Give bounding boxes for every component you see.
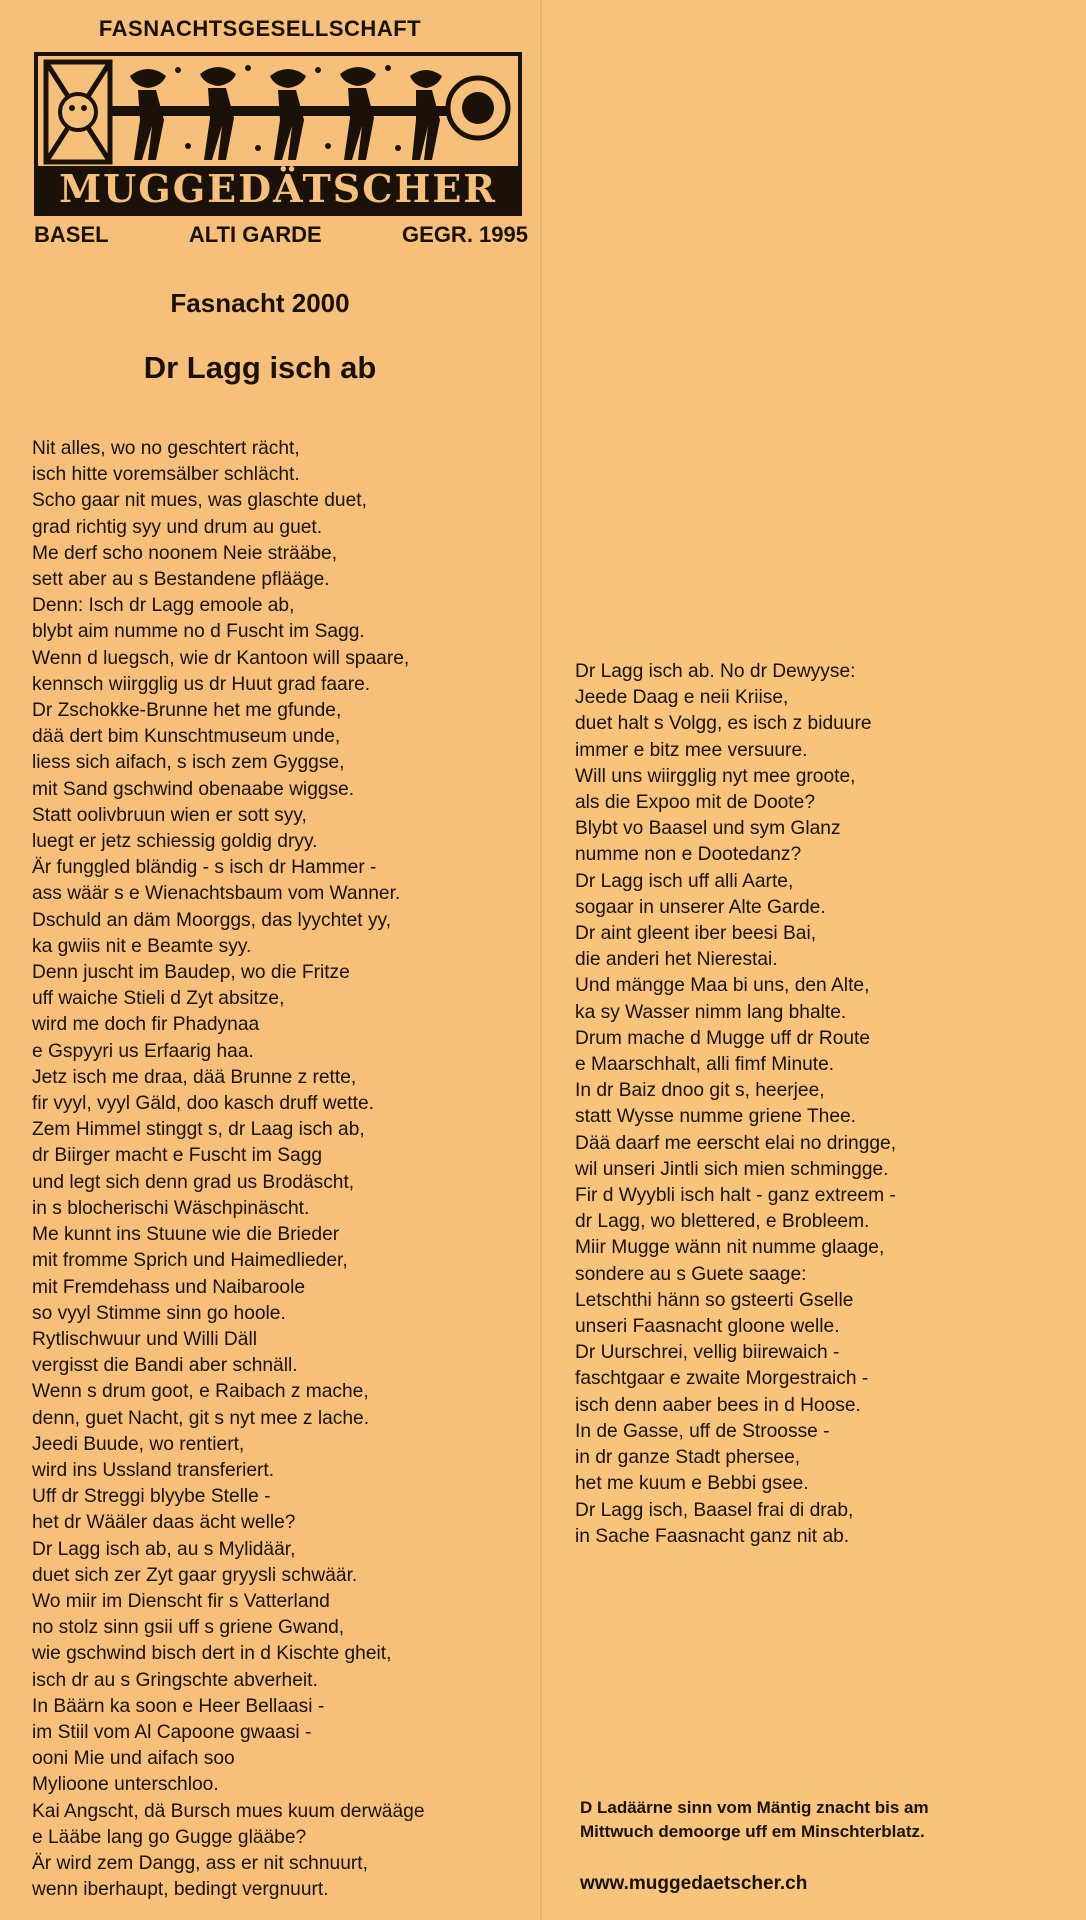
poem-line: im Stiil vom Al Capoone gwaasi - [32,1721,312,1743]
note-line: D Ladäärne sinn vom Mäntig znacht bis am [580,1798,929,1817]
poem-line: dr Biirger macht e Fuscht im Sagg [32,1145,323,1167]
poem-line: sett aber au s Bestandene pflääge. [32,569,330,591]
poem-line: uff waiche Stieli d Zyt absitze, [32,988,285,1010]
poem-line: Dschuld an däm Moorggs, das lyychtet yy, [32,909,392,931]
poem-line: Wenn d luegsch, wie dr Kantoon will spaare, [32,647,410,669]
poem-line: kennsch wiirgglig us dr Huut grad faare. [32,673,371,695]
poem-line: Jetz isch me draa, dää Brunne z rette, [32,1066,357,1088]
poem-line: ooni Mie und aifach soo [32,1748,235,1770]
poem-line: in Sache Faasnacht ganz nit ab. [575,1525,850,1547]
poem-line: e Lääbe lang go Gugge glääbe? [32,1826,307,1848]
poem-line: Dr Lagg isch ab. No dr Dewyyse: [575,661,856,682]
logo-figures-image [38,56,518,168]
poem-column-right [575,659,896,1550]
lantern-note [580,1796,929,1844]
poem-line: Dr Zschokke-Brunne het me gfunde, [32,700,342,722]
poem-line: faschtgaar e zwaite Morgestraich - [575,1368,869,1390]
poem-line: Scho gaar nit mues, was glaschte duet, [32,490,367,512]
poem-line: Miir Mugge wänn nit numme glaage, [575,1237,885,1259]
org-founded: GEGR. 1995 [402,222,528,247]
poem-line: wil unseri Jintli sich mien schmingge. [575,1158,889,1180]
poem-line: grad richtig syy und drum au guet. [32,516,323,538]
poem-line: Dr Lagg isch ab, au s Mylidäär, [32,1538,296,1560]
org-city: BASEL [34,222,109,247]
event-heading: Fasnacht 2000 [170,288,350,318]
org-name-top: FASNACHTSGESELLSCHAFT [98,16,422,41]
poem-line: vergisst die Bandi aber schnäll. [32,1355,298,1377]
poem-line: Denn juscht im Baudep, wo die Fritze [32,962,350,984]
poem-line: Är funggled bländig - s isch dr Hammer - [32,857,377,879]
poem-line: mit Fremdehass und Naibaroole [32,1276,306,1298]
note-line: Mittwuch demoorge uff em Minschterblatz. [580,1822,925,1841]
poem-line: het me kuum e Bebbi gsee. [575,1473,809,1495]
poem-line: ass wäär s e Wienachtsbaum vom Wanner. [32,883,401,905]
poem-line: Drum mache d Mugge uff dr Route [575,1027,871,1049]
poem-line: wird me doch fir Phadynaa [32,1014,260,1036]
poem-line: Dr Lagg isch uff alli Aarte, [575,870,794,892]
poem-line: no stolz sinn gsii uff s griene Gwand, [32,1617,345,1639]
poem-line: fir vyyl, vyyl Gäld, doo kasch druff wette. [32,1093,374,1115]
poem-line: Statt oolivbruun wien er sott syy, [32,804,307,826]
poem-line: Uff dr Streggi blyybe Stelle - [32,1486,271,1508]
poem-line: als die Expoo mit de Doote? [575,792,815,814]
poem-line: in dr ganze Stadt phersee, [575,1447,801,1469]
poem-line: e Maarschhalt, alli fimf Minute. [575,1054,835,1076]
logo [34,52,522,216]
poem-line: Dr Uurschrei, vellig biirewaich - [575,1342,840,1364]
poem-line: wie gschwind bisch dert in d Kischte gheit, [32,1643,392,1665]
poem-line: het dr Wääler daas ächt welle? [32,1512,296,1534]
poem-line: wenn iberhaupt, bedingt vergnuurt. [32,1879,329,1901]
poem-line: Kai Angscht, dä Bursch mues kuum derwääge [32,1800,425,1822]
poem-line: Dr Lagg isch, Baasel frai di drab, [575,1499,854,1521]
poem-line: Me derf scho noonem Neie strääbe, [32,542,338,564]
poem-line: In de Gasse, uff de Stroosse - [575,1420,830,1442]
poem-line: dää dert bim Kunschtmuseum unde, [32,726,341,748]
poem-line: ka gwiis nit e Beamte syy. [32,935,252,957]
poem-line: e Gspyyri us Erfaarig haa. [32,1040,254,1062]
poem-line: Är wird zem Dangg, ass er nit schnuurt, [32,1852,368,1874]
poem-column-left [32,436,425,1903]
poem-line: isch hitte voremsälber schlächt. [32,464,300,486]
poem-line: mit Sand gschwind obenaabe wiggse. [32,778,355,800]
poem-line: Wo miir im Dienscht fir s Vatterland [32,1590,330,1612]
poem-line: Rytlischwuur und Willi Däll [32,1328,257,1350]
poem-line: immer e bitz mee versuure. [575,739,808,761]
poem-line: liess sich aifach, s isch zem Gyggse, [32,752,345,774]
poem-line: sondere au s Guete saage: [575,1263,807,1285]
org-details [34,222,528,248]
poem-line: Me kunnt ins Stuune wie die Brieder [32,1224,340,1246]
poem-line: die anderi het Nierestai. [575,949,778,971]
poem-line: Jeede Daag e neii Kriise, [575,687,789,709]
poem-line: duet halt s Volgg, es isch z biduure [575,713,872,735]
poem-line: isch denn aaber bees in d Hoose. [575,1394,861,1416]
poem-line: Fir d Wyybli isch halt - ganz extreem - [575,1185,896,1207]
poem-line: dr Lagg, wo blettered, e Brobleem. [575,1211,870,1233]
poem-line: und legt sich denn grad us Brodäscht, [32,1171,355,1193]
poem-title: Dr Lagg isch ab [143,350,377,385]
poem-line: Und mängge Maa bi uns, den Alte, [575,975,870,997]
poem-line: statt Wysse numme griene Thee. [575,1106,857,1128]
poem-line: Jeedi Buude, wo rentiert, [32,1433,245,1455]
poem-line: blybt aim numme no d Fuscht im Sagg. [32,621,365,643]
poem-line: ka sy Wasser nimm lang bhalte. [575,1001,847,1023]
poem-line: Denn: Isch dr Lagg emoole ab, [32,595,295,617]
poem-line: denn, guet Nacht, git s nyt mee z lache. [32,1407,370,1429]
poem-line: sogaar in unserer Alte Garde. [575,896,826,918]
poem-line: mit fromme Sprich und Haimedlieder, [32,1250,348,1272]
poem-line: Dää daarf me eerscht elai no dringge, [575,1132,897,1154]
poem-line: unseri Faasnacht gloone welle. [575,1316,840,1338]
website-link[interactable]: www.muggedaetscher.ch [580,1873,808,1894]
org-clique: ALTI GARDE [188,222,322,247]
poem-line: Dr aint gleent iber beesi Bai, [575,923,817,945]
poem-line: wird ins Ussland transferiert. [32,1459,275,1481]
poem-line: so vyyl Stimme sinn go hoole. [32,1302,286,1324]
poem-line: Wenn s drum goot, e Raibach z mache, [32,1381,369,1403]
poem-line: Nit alles, wo no geschtert rächt, [32,438,300,459]
poem-line: duet sich zer Zyt gaar gryysli schwäär. [32,1564,358,1586]
poem-line: Mylioone unterschloo. [32,1774,219,1796]
poem-line: in s blocherischi Wäschpinäscht. [32,1197,310,1219]
poem-line: isch dr au s Gringschte abverheit. [32,1669,318,1691]
poem-line: In Bäärn ka soon e Heer Bellaasi - [32,1695,325,1717]
poem-line: Blybt vo Baasel und sym Glanz [575,818,841,840]
logo-wordmark: MUGGEDÄTSCHER [38,166,518,212]
poem-line: In dr Baiz dnoo git s, heerjee, [575,1080,825,1102]
poem-line: Letschthi hänn so gsteerti Gselle [575,1289,854,1311]
poem-line: luegt er jetz schiessig goldig dryy. [32,831,318,853]
poem-line: numme non e Dootedanz? [575,844,802,866]
poem-line: Zem Himmel stinggt s, dr Laag isch ab, [32,1119,365,1141]
poem-line: Will uns wiirgglig nyt mee groote, [575,765,856,787]
